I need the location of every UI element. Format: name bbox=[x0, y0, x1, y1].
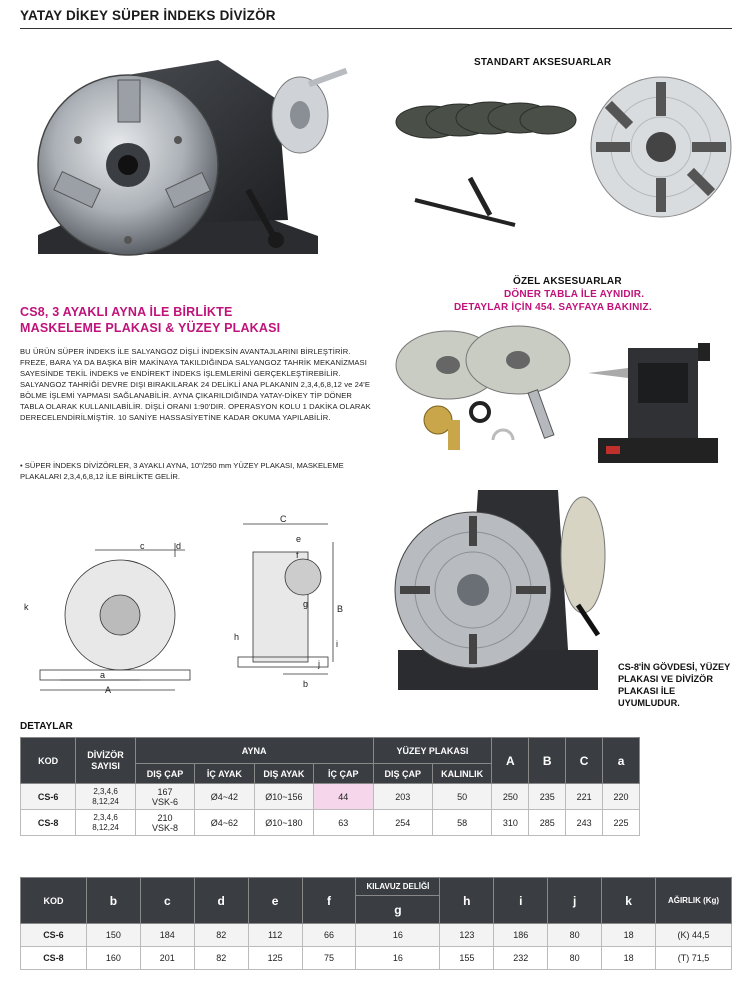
t1-cell-C: 221 bbox=[566, 784, 603, 810]
t1-cell-dis-cap-1: 167 bbox=[157, 786, 173, 797]
t1-header-ic-ayak: İÇ AYAK bbox=[195, 764, 254, 784]
t2-header-k: k bbox=[602, 878, 656, 924]
t1-cell-A: 310 bbox=[492, 810, 529, 836]
t2-cell-j: 80 bbox=[548, 924, 602, 947]
details-label: DETAYLAR bbox=[20, 721, 73, 732]
t1-cell-ic-ayak: Ø4~62 bbox=[195, 810, 254, 836]
t2-header-f: f bbox=[302, 878, 356, 924]
technical-drawing-side bbox=[228, 512, 378, 692]
title-divider bbox=[20, 28, 732, 29]
t2-cell-c: 201 bbox=[140, 947, 194, 970]
dim-label-d: d bbox=[176, 541, 182, 551]
product-headline-line-2: MASKELEME PLAKASI & YÜZEY PLAKASI bbox=[20, 321, 281, 335]
cs8-assembly-photo bbox=[388, 480, 618, 705]
dim-label-j: j bbox=[318, 659, 320, 669]
t1-cell-dis-ayak: Ø10~180 bbox=[254, 810, 313, 836]
product-description: BU ÜRÜN SÜPER İNDEKS İLE SALYANGOZ DİŞLİ İNDEKSİN AVANTAJLARINI BİRLEŞTİRİR. FREZE, BARA YA DA BAŞKA BİR MAKİNAYA TAKILDIĞINDA SALYANGOZ TAHRİK MEKANİZMASI SAYESİNDE TEKİL İNDEKS ve ENDİREKT İNDEKS İŞLEMLERİNİ GERÇEKLEŞTİREBİLİR. SALYANGOZ TAHRİĞİ DEVRE DIŞI BIRAKILARAK 24 DELİKLİ ANA PLAKANIN 2,3,4,6,8,12 ve 24'E BÖLME İŞLEMİ YAPMASI SAĞLANABİLİR. AYNA ÇIKARILDIĞINDA YATAY-DİKEY TİP DÖNER TABLA OLARAK KULLANILABİLİR. DİŞLİ ORANI 1:90'DIR. OPERASYON KOLU 1 DAKİKA OLARAK DERECELENDİRİLMİŞTİR. 10 SANİYE HASSASİYETİNE KADAR OKUMA YAPILABİLİR. bbox=[20, 347, 371, 422]
t1-header-divizor: DİVİZÖR SAYISI bbox=[76, 738, 135, 784]
dim-label-h: h bbox=[234, 632, 240, 642]
t1-cell-a: 220 bbox=[603, 784, 640, 810]
t1-cell-divizor-1: 2,3,4,6 bbox=[93, 786, 118, 796]
t1-cell-ic-ayak: Ø4~42 bbox=[195, 784, 254, 810]
spec-table-2 bbox=[20, 877, 732, 970]
t2-cell-b: 160 bbox=[86, 947, 140, 970]
dim-label-a: a bbox=[100, 670, 106, 680]
t2-cell-c: 184 bbox=[140, 924, 194, 947]
dim-label-i: i bbox=[336, 639, 338, 649]
t1-header-dis-cap: DIŞ ÇAP bbox=[135, 764, 194, 784]
t1-cell-ic-cap: 63 bbox=[314, 810, 373, 836]
t1-cell-dis-cap bbox=[135, 784, 194, 810]
t1-cell-dis-cap-2: VSK-8 bbox=[151, 822, 178, 833]
t2-header-kilavuz: KILAVUZ DELİĞİ bbox=[356, 878, 440, 896]
t2-header-e: e bbox=[248, 878, 302, 924]
dim-label-A: A bbox=[105, 685, 112, 695]
t1-cell-divizor-2: 8,12,24 bbox=[92, 822, 119, 832]
t2-cell-b: 150 bbox=[86, 924, 140, 947]
t2-cell-f: 75 bbox=[302, 947, 356, 970]
t1-header-A: A bbox=[492, 738, 529, 784]
t1-cell-divizor-2: 8,12,24 bbox=[92, 796, 119, 806]
t2-cell-weight: (K) 44,5 bbox=[656, 924, 732, 947]
table-row bbox=[21, 924, 732, 947]
t1-cell-dis-cap bbox=[135, 810, 194, 836]
cs8-compatibility-caption: CS-8'İN GÖVDESİ, YÜZEY PLAKASI VE DİVİZÖR PLAKASI İLE UYUMLUDUR. bbox=[618, 662, 731, 708]
dim-label-b: b bbox=[303, 679, 309, 689]
t2-header-d: d bbox=[194, 878, 248, 924]
t2-cell-d: 82 bbox=[194, 924, 248, 947]
t2-header-j: j bbox=[548, 878, 602, 924]
t2-cell-kod: CS-8 bbox=[21, 947, 87, 970]
t1-header-ayna: AYNA bbox=[135, 738, 373, 764]
t1-cell-ic-cap: 44 bbox=[314, 784, 373, 810]
product-bullet: • SÜPER İNDEKS DİVİZÖRLER, 3 AYAKLI AYNA, 10"/250 mm YÜZEY PLAKASI, MASKELEME PLAKALARI 2,3,4,6,8,12 İLE BİRLİKTE GELİR. bbox=[20, 461, 344, 481]
t2-cell-h: 123 bbox=[440, 924, 494, 947]
tailstock-photo bbox=[588, 338, 728, 468]
dim-label-g: g bbox=[303, 599, 309, 609]
page-title: YATAY DİKEY SÜPER İNDEKS DİVİZÖR bbox=[20, 8, 276, 23]
t2-header-agirlik: AĞIRLIK (Kg) bbox=[656, 878, 732, 924]
t2-cell-i: 232 bbox=[494, 947, 548, 970]
table-row bbox=[21, 784, 640, 810]
t2-header-b: b bbox=[86, 878, 140, 924]
t1-cell-divizor bbox=[76, 784, 135, 810]
main-product-photo bbox=[18, 40, 368, 270]
t1-header-yuzey: YÜZEY PLAKASI bbox=[373, 738, 492, 764]
t1-cell-kod: CS-8 bbox=[21, 810, 76, 836]
t1-header-y-dis-cap: DIŞ ÇAP bbox=[373, 764, 432, 784]
t1-header-B: B bbox=[529, 738, 566, 784]
t1-cell-A: 250 bbox=[492, 784, 529, 810]
t1-cell-B: 285 bbox=[529, 810, 566, 836]
t2-cell-h: 155 bbox=[440, 947, 494, 970]
t2-cell-k: 18 bbox=[602, 947, 656, 970]
t2-header-h: h bbox=[440, 878, 494, 924]
t1-cell-C: 243 bbox=[566, 810, 603, 836]
dim-label-f: f bbox=[296, 550, 299, 560]
t1-cell-dis-ayak: Ø10~156 bbox=[254, 784, 313, 810]
t2-header-c: c bbox=[140, 878, 194, 924]
t1-cell-dis-cap-1: 210 bbox=[157, 812, 173, 823]
dim-label-k: k bbox=[24, 602, 29, 612]
product-headline bbox=[20, 304, 360, 336]
t1-cell-y-dis-cap: 254 bbox=[373, 810, 432, 836]
t1-cell-a: 225 bbox=[603, 810, 640, 836]
dim-label-c: c bbox=[140, 541, 145, 551]
product-headline-line-1: CS8, 3 AYAKLI AYNA İLE BİRLİKTE bbox=[20, 305, 233, 319]
t1-cell-kalinlik: 58 bbox=[432, 810, 491, 836]
t1-header-ic-cap: İÇ ÇAP bbox=[314, 764, 373, 784]
t1-header-dis-ayak: DIŞ AYAK bbox=[254, 764, 313, 784]
t1-cell-dis-cap-2: VSK-6 bbox=[151, 796, 178, 807]
t2-cell-e: 112 bbox=[248, 924, 302, 947]
t2-cell-k: 18 bbox=[602, 924, 656, 947]
t2-cell-d: 82 bbox=[194, 947, 248, 970]
t2-cell-i: 186 bbox=[494, 924, 548, 947]
t2-header-g: g bbox=[356, 896, 440, 924]
t1-cell-kalinlik: 50 bbox=[432, 784, 491, 810]
t2-cell-e: 125 bbox=[248, 947, 302, 970]
t2-header-i: i bbox=[494, 878, 548, 924]
t1-cell-divizor bbox=[76, 810, 135, 836]
t2-header-kod: KOD bbox=[21, 878, 87, 924]
table-row bbox=[21, 947, 732, 970]
t2-cell-g: 16 bbox=[356, 924, 440, 947]
special-accessories-title: ÖZEL AKSESUARLAR bbox=[513, 276, 622, 287]
t1-cell-B: 235 bbox=[529, 784, 566, 810]
indexing-plates-photo bbox=[388, 320, 588, 460]
t1-header-kalinlik: KALINLIK bbox=[432, 764, 491, 784]
standard-accessories-title: STANDART AKSESUARLAR bbox=[474, 57, 612, 68]
t1-header-kod: KOD bbox=[21, 738, 76, 784]
t2-cell-g: 16 bbox=[356, 947, 440, 970]
t1-cell-kod: CS-6 bbox=[21, 784, 76, 810]
technical-drawing-front bbox=[20, 535, 200, 695]
dim-label-B: B bbox=[337, 604, 344, 614]
t1-header-C: C bbox=[566, 738, 603, 784]
chuck-key-photo bbox=[410, 170, 530, 240]
spec-table-1 bbox=[20, 737, 640, 836]
t2-cell-j: 80 bbox=[548, 947, 602, 970]
table-row bbox=[21, 810, 640, 836]
special-accessories-note-2: DETAYLAR İÇİN 454. SAYFAYA BAKINIZ. bbox=[454, 302, 652, 313]
masking-plates-photo bbox=[390, 82, 580, 152]
t2-cell-weight: (T) 71,5 bbox=[656, 947, 732, 970]
dim-label-e: e bbox=[296, 534, 302, 544]
surface-plate-photo bbox=[586, 72, 736, 222]
t1-cell-y-dis-cap: 203 bbox=[373, 784, 432, 810]
t1-header-a: a bbox=[603, 738, 640, 784]
t1-cell-divizor-1: 2,3,4,6 bbox=[93, 812, 118, 822]
t2-cell-f: 66 bbox=[302, 924, 356, 947]
dim-label-C: C bbox=[280, 514, 287, 524]
t2-cell-kod: CS-6 bbox=[21, 924, 87, 947]
special-accessories-note-1: DÖNER TABLA İLE AYNIDIR. bbox=[504, 289, 645, 300]
